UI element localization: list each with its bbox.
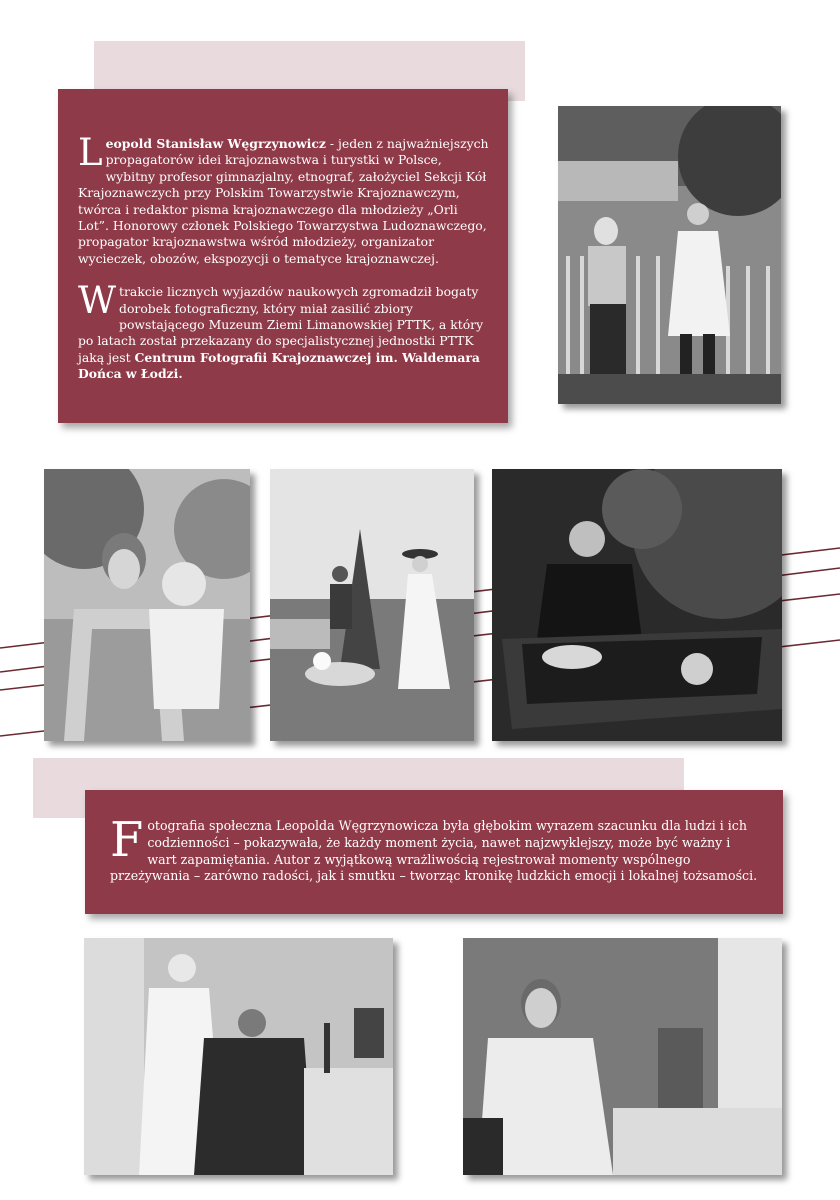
intro-text-1: - jeden z najważniejszych propagatorów idei krajoznawstwa i turystki w Polsce, wybitny profesor gimnazjalny, etnograf, założyciel Sekcji Kół Krajoznawczych przy Polskim Towarzystwie Krajoznawczym, twórca i redaktor pisma krajoznawczego dla młodzieży „Orli Lot”. Honorowy członek Polskiego Towarzystwa Ludoznawczego, propagator krajoznawstwa wśród młodzieży, organizator wycieczek, obozów, ekspozycji o tematyce krajoznawczej. <box>78 136 489 266</box>
intro-text-box <box>58 89 508 423</box>
institution-name: Centrum Fotografii Krajoznawczej im. Waldemara Dońca w Łodzi. <box>78 349 480 382</box>
intro-paragraph-2 <box>78 279 492 382</box>
intro-text-2: trakcie licznych wyjazdów naukowych zgromadził bogaty dorobek fotograficzny, który miał zasilić zbiory powstającego Muzeum Ziemi Limanowskiej PTTK, a który po latach został przekazany do specjalistycznej jednostki PTTK jaką jest <box>78 284 484 365</box>
photo-group-in-garden <box>270 469 474 741</box>
intro-dropcap-2: W <box>78 279 117 323</box>
author-name: eopold Stanisław Węgrzynowicz <box>105 136 326 151</box>
middle-paragraph <box>110 812 763 885</box>
photo-couple-by-fence <box>558 106 781 404</box>
photo-funeral-scene <box>492 469 782 741</box>
photo-man-in-white-coat <box>463 938 782 1175</box>
middle-text: otografia społeczna Leopolda Węgrzynowicza była głębokim wyrazem szacunku dla ludzi i ich codzienności – pokazywała, że każdy moment życia, nawet najzwyklejszy, może być ważny i wart zapamiętania. Autor z wyjątkową wrażliwością rejestrował momenty wspólnego przeżywania – zarówno radości, jak i smutku – tworząc kronikę ludzkich emocji i lokalnej tożsamości. <box>110 818 758 884</box>
intro-dropcap-1: L <box>78 131 103 174</box>
middle-dropcap: F <box>110 812 144 868</box>
middle-text-box <box>85 790 783 914</box>
photo-mother-with-child <box>44 469 250 741</box>
intro-paragraph-1 <box>78 131 492 267</box>
photo-nurse-and-patient <box>84 938 393 1175</box>
